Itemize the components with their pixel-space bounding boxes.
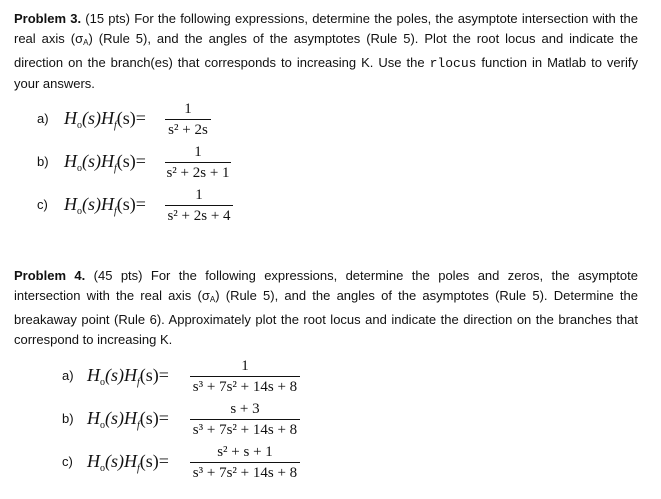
fraction-numerator: s + 3 (230, 401, 260, 417)
fraction-denominator: s² + 2s + 1 (166, 165, 230, 181)
fraction-denominator: s³ + 7s² + 14s + 8 (192, 379, 298, 395)
equation-label: c) (37, 197, 48, 212)
fraction-numerator: s² + s + 1 (217, 444, 273, 460)
fraction-numerator: 1 (241, 358, 249, 374)
problem3-text (14, 9, 638, 94)
equation-lhs: $H_o(s)H_f(s)=$ (87, 451, 169, 474)
equation-lhs: $H_o(s)H_f(s)=$ (87, 408, 169, 431)
equation-label: a) (37, 111, 49, 126)
equation-lhs: $H_o(s)H_f(s)=$ (64, 151, 146, 174)
problem3-body-b: ) (Rule 5), and the angles of the asymptotes (Rule 5). Plot the root locus and indicate the direction on the branch(es) that corresponds to increasing K. Use the (14, 31, 638, 70)
fraction-denominator: s² + 2s + 4 (167, 208, 231, 224)
equation-lhs: $H_o(s)H_f(s)=$ (64, 108, 146, 131)
equation-label: b) (37, 154, 49, 169)
transfer-fraction (190, 357, 300, 396)
equation-lhs: $H_o(s)H_f(s)=$ (87, 365, 169, 388)
problem3-body-a: (15 pts) For the following expressions, determine the poles, the asymptote intersection with the real axis (σ (14, 11, 638, 46)
problem4-text (14, 266, 638, 350)
transfer-fraction (190, 400, 300, 439)
fraction-numerator: 1 (194, 144, 202, 160)
transfer-fraction (165, 186, 233, 225)
sigma-subscript: A (209, 295, 216, 304)
fraction-denominator: s³ + 7s² + 14s + 8 (192, 465, 298, 481)
problem4-body-b: ) (Rule 5), and the angles of the asymptotes (Rule 5). Determine the breakaway point (Rule 6). Approximately plot the root locus and indicate the direction on the branches that correspond to increasing K. (14, 288, 638, 347)
equation-label: a) (62, 368, 74, 383)
transfer-fraction (165, 143, 231, 182)
problem4-body-a: (45 pts) For the following expressions, determine the poles and zeros, the asymptote intersection with the real axis (σ (14, 268, 638, 303)
transfer-fraction (190, 443, 300, 482)
problem4-heading: Problem 4. (14, 268, 86, 283)
fraction-denominator: s³ + 7s² + 14s + 8 (192, 422, 298, 438)
fraction-numerator: 1 (184, 101, 192, 117)
transfer-fraction (165, 100, 211, 139)
equation-lhs: $H_o(s)H_f(s)=$ (64, 194, 146, 217)
equation-label: b) (62, 411, 74, 426)
equation-label: c) (62, 454, 73, 469)
sigma-subscript: A (83, 38, 89, 47)
fraction-denominator: s² + 2s (168, 122, 208, 138)
problem3-heading: Problem 3. (14, 11, 82, 26)
problem3-body-c: function in Matlab to verify your answers. (14, 55, 638, 91)
rlocus-code: rlocus (429, 56, 477, 71)
fraction-numerator: 1 (195, 187, 203, 203)
